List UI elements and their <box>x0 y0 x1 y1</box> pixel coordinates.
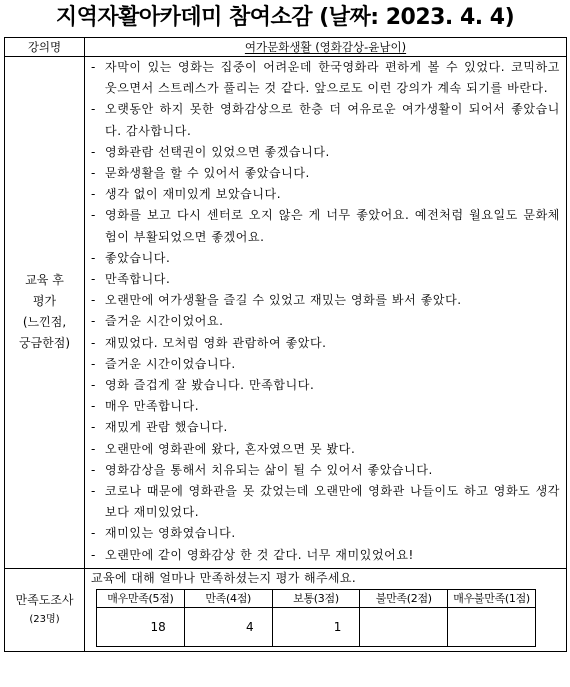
comment-text: 생각 없이 재미있게 보았습니다. <box>105 187 282 202</box>
comment-text: 즐거운 시간이었어요. <box>105 314 224 329</box>
comment-item <box>85 460 566 481</box>
satisfaction-question: 교육에 대해 얼마나 만족하셨는지 평가 해주세요. <box>91 570 357 585</box>
rating-count <box>448 607 536 646</box>
dash-bullet: - <box>91 314 96 329</box>
evaluation-label-line: 궁금한점) <box>18 336 71 351</box>
comment-item <box>85 311 566 332</box>
satisfaction-row <box>5 568 567 651</box>
comment-item <box>85 439 566 460</box>
comment-text: 영화 즐겁게 잘 봤습니다. 만족합니다. <box>105 378 315 393</box>
comment-text: 영화감상을 통해서 치유되는 삶이 될 수 있어서 좋았습니다. <box>105 462 433 477</box>
dash-bullet: - <box>91 60 96 74</box>
course-name: 여가문화생활 (영화감상-윤남이) <box>85 38 567 57</box>
dash-bullet: - <box>91 526 96 541</box>
rating-header: 불만족(2점) <box>360 589 448 607</box>
comment-text: 좋았습니다. <box>105 250 171 265</box>
dash-bullet: - <box>91 293 96 308</box>
comment-text: 영화를 보고 다시 센터로 오지 않은 게 너무 좋았어요. 예전처럼 월요일도 문화체험이 부활되었으면 좋겠어요. <box>105 208 560 244</box>
comment-item <box>85 99 566 141</box>
dash-bullet: - <box>91 166 96 181</box>
dash-bullet: - <box>91 441 96 456</box>
comments-cell <box>85 57 567 569</box>
dash-bullet: - <box>91 335 96 350</box>
comment-item <box>85 290 566 311</box>
respondent-count: (23명) <box>29 613 60 625</box>
comment-text: 재밌었다. 모처럼 영화 관람하여 좋았다. <box>105 335 327 350</box>
feedback-table <box>4 37 567 652</box>
dash-bullet: - <box>91 356 96 371</box>
dash-bullet: - <box>91 378 96 393</box>
satisfaction-header-row <box>97 589 536 607</box>
evaluation-label-line: 교육 후 <box>25 273 64 288</box>
rating-count: 18 <box>97 607 185 646</box>
dash-bullet: - <box>91 420 96 435</box>
comment-text: 재밌게 관람 했습니다. <box>105 420 228 435</box>
comment-item <box>85 269 566 290</box>
rating-header: 매우불만족(1점) <box>448 589 536 607</box>
dash-bullet: - <box>91 208 96 223</box>
evaluation-label-line: 평가 <box>32 294 57 309</box>
dash-bullet: - <box>91 484 96 499</box>
page-title: 지역자활아카데미 참여소감 (날짜: 2023. 4. 4) <box>55 5 515 30</box>
comment-item <box>85 142 566 163</box>
rating-header: 보통(3점) <box>272 589 360 607</box>
comment-item <box>85 57 566 99</box>
dash-bullet: - <box>91 547 96 562</box>
dash-bullet: - <box>91 462 96 477</box>
dash-bullet: - <box>91 187 96 202</box>
comment-item <box>85 396 566 417</box>
comment-item <box>85 375 566 396</box>
rating-count <box>360 607 448 646</box>
comment-item <box>85 163 566 184</box>
rating-count: 4 <box>184 607 272 646</box>
comment-text: 오랜만에 영화관에 왔다, 혼자였으면 못 봤다. <box>105 441 356 456</box>
comment-text: 재미있는 영화였습니다. <box>105 526 236 541</box>
satisfaction-table <box>96 589 536 647</box>
dash-bullet: - <box>91 399 96 414</box>
rating-header: 매우만족(5점) <box>97 589 185 607</box>
comment-text: 오랜만에 같이 영화감상 한 것 같다. 너무 재미있었어요! <box>105 547 414 562</box>
dash-bullet: - <box>91 102 96 117</box>
rating-header: 만족(4점) <box>184 589 272 607</box>
comment-text: 즐거운 시간이었습니다. <box>105 356 236 371</box>
comment-text: 오랜만에 여가생활을 즐길 수 있었고 재밌는 영화를 봐서 좋았다. <box>105 293 462 308</box>
course-label: 강의명 <box>5 38 85 57</box>
comment-item <box>85 523 566 544</box>
satisfaction-cell <box>85 568 567 651</box>
comment-text: 오랫동안 하지 못한 영화감상으로 한층 더 여유로운 여가생활이 되어서 좋았습니다. 감사합니다. <box>105 102 560 138</box>
evaluation-label <box>5 57 85 569</box>
evaluation-label-line: (느낀점, <box>22 315 67 330</box>
dash-bullet: - <box>91 144 96 159</box>
satisfaction-title: 만족도조사 <box>15 592 74 607</box>
comment-item <box>85 545 566 566</box>
comment-text: 매우 만족합니다. <box>105 399 200 414</box>
comment-item <box>85 248 566 269</box>
comment-text: 문화생활을 할 수 있어서 좋았습니다. <box>105 166 310 181</box>
comment-item <box>85 333 566 354</box>
course-row <box>5 38 567 57</box>
comment-item <box>85 354 566 375</box>
comment-text: 영화관람 선택권이 있었으면 좋겠습니다. <box>105 144 330 159</box>
comment-item <box>85 481 566 523</box>
comment-text: 만족합니다. <box>105 272 171 287</box>
satisfaction-value-row <box>97 607 536 646</box>
dash-bullet: - <box>91 272 96 287</box>
comment-list <box>85 57 566 566</box>
evaluation-row <box>5 57 567 569</box>
rating-count: 1 <box>272 607 360 646</box>
comment-item <box>85 184 566 205</box>
dash-bullet: - <box>91 250 96 265</box>
comment-text: 코로나 때문에 영화관을 못 갔었는데 오랜만에 영화관 나들이도 하고 영화도 생각보다 재미있었다. <box>105 484 560 520</box>
comment-item <box>85 417 566 438</box>
comment-text: 자막이 있는 영화는 집중이 어려운데 한국영화라 편하게 볼 수 있었다. 코믹하고 웃으면서 스트레스가 풀리는 것 같다. 앞으로도 이런 강의가 계속 되기를 바란다. <box>105 60 560 96</box>
satisfaction-label <box>5 568 85 651</box>
comment-item <box>85 205 566 247</box>
